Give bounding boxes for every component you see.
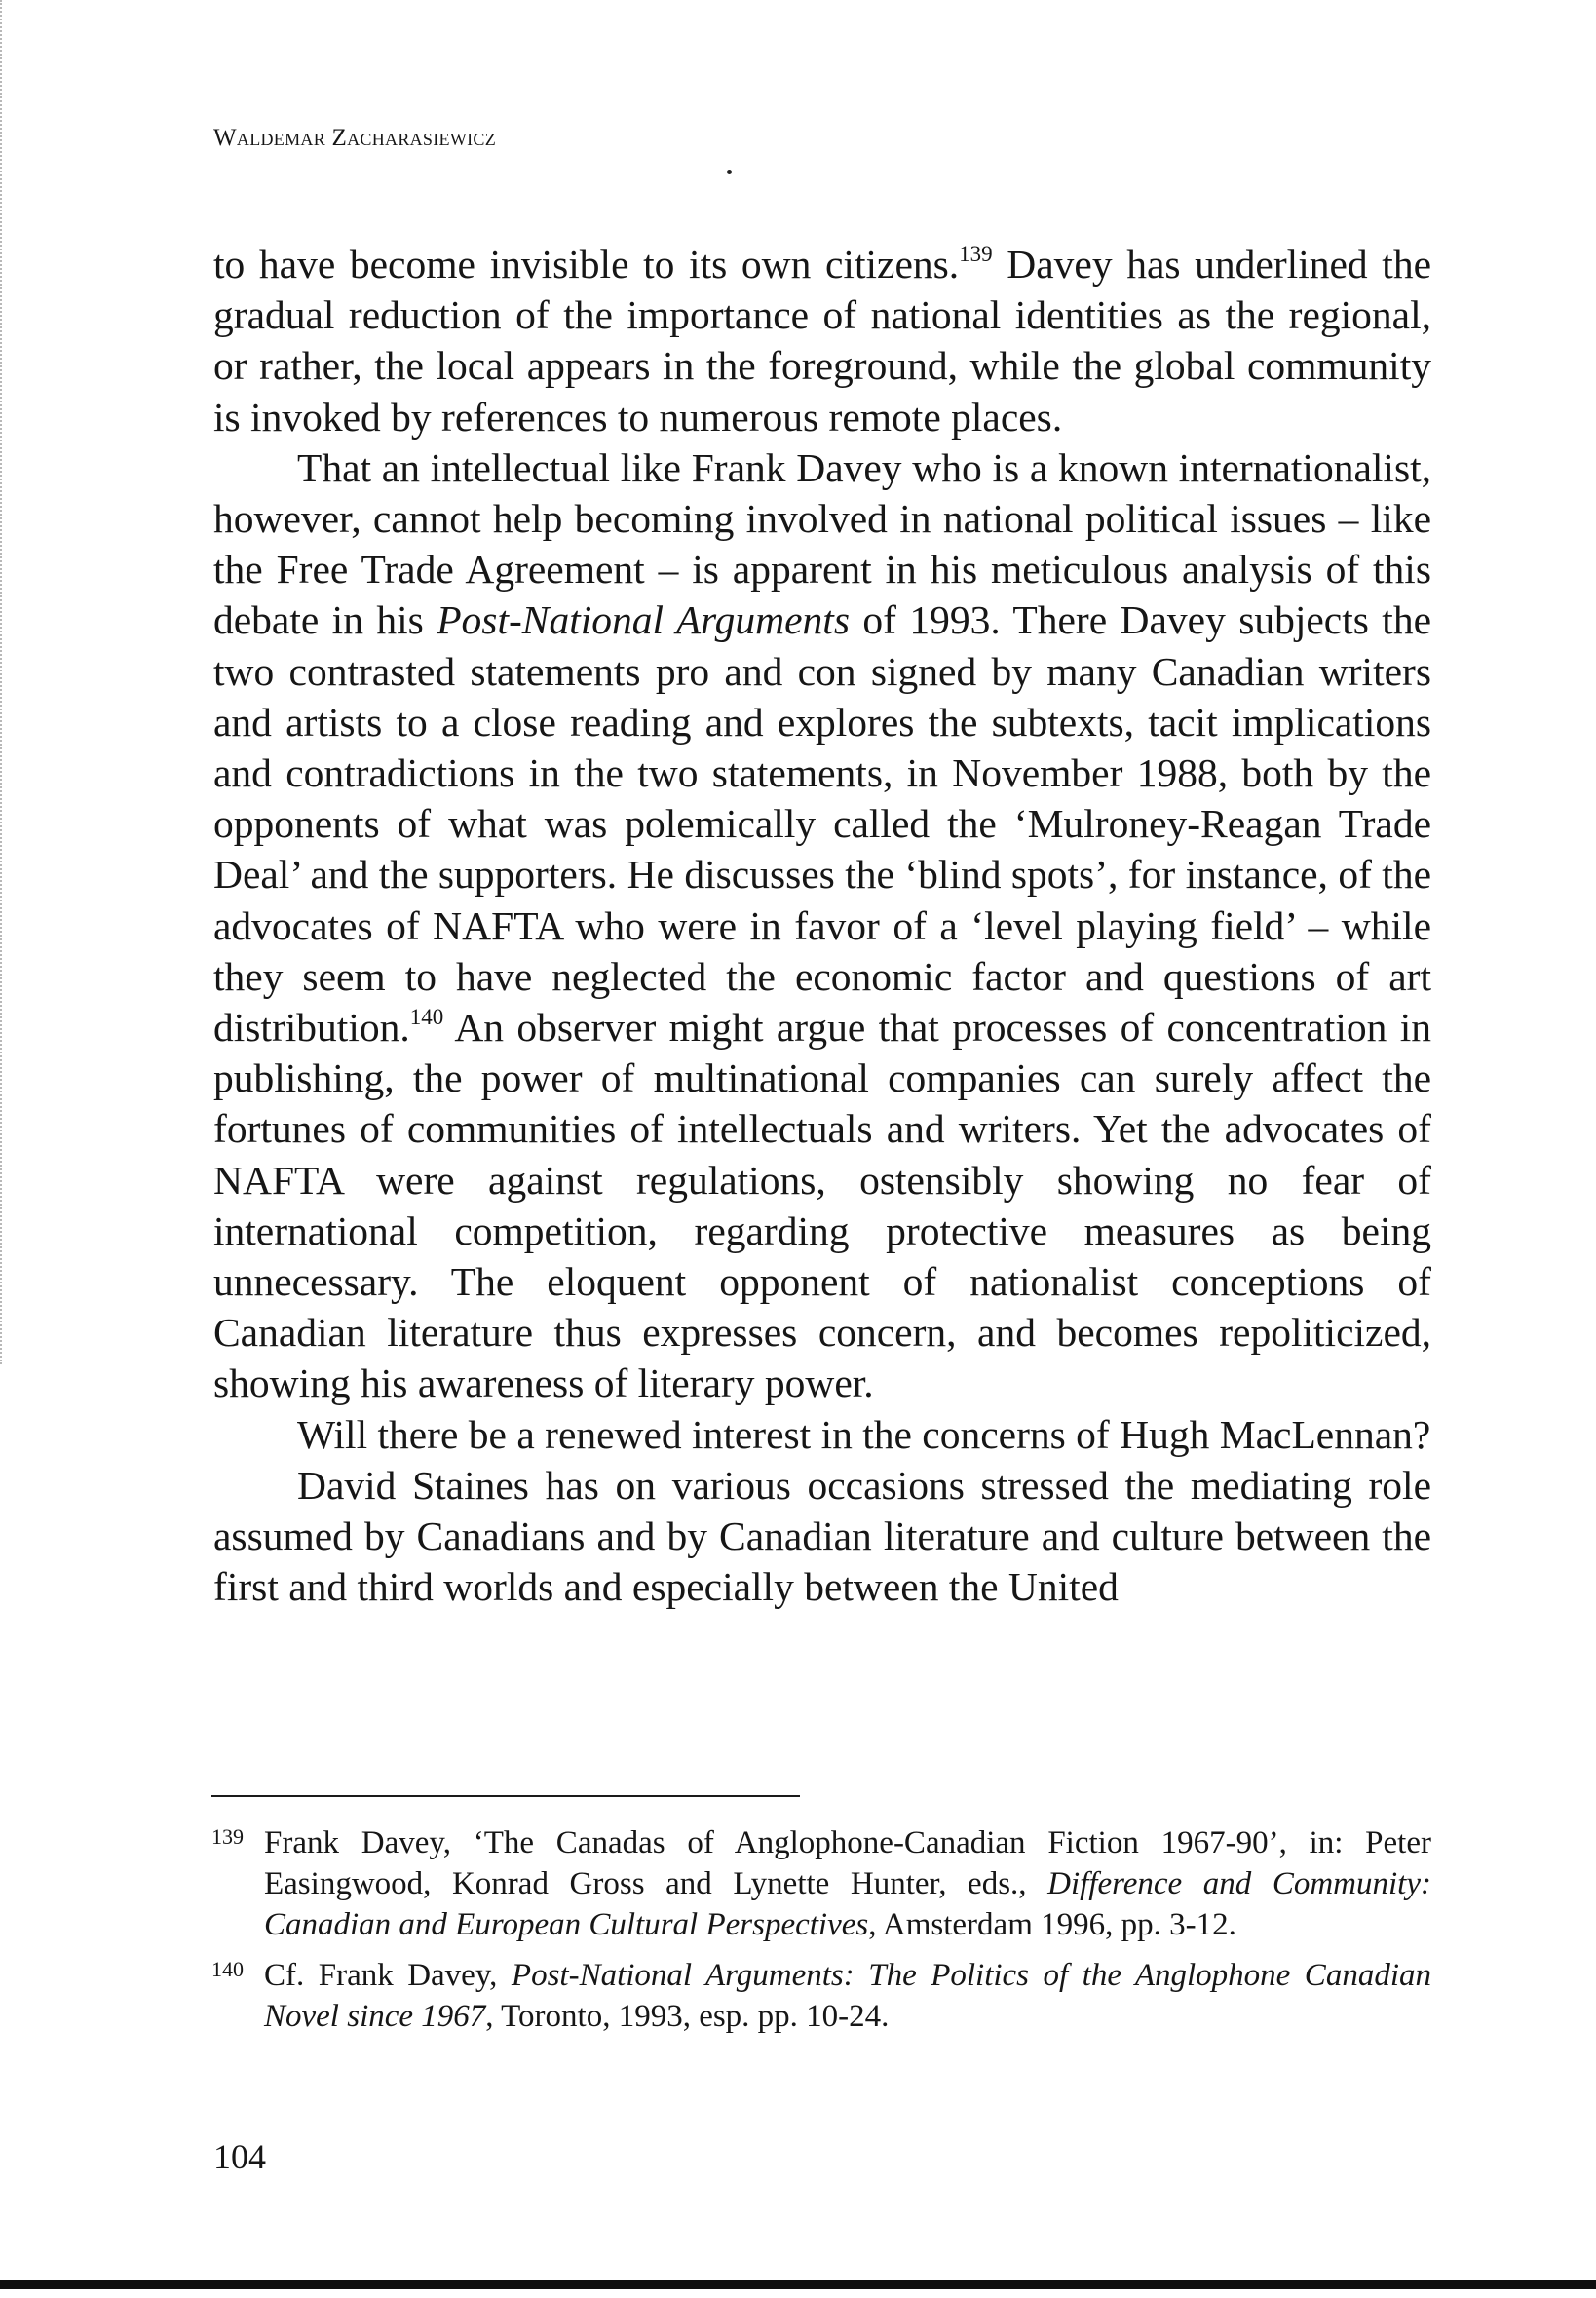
footnote-reference: 139 [959, 242, 993, 266]
text-run: Cf. Frank Davey, [264, 1958, 512, 1993]
italic-title: Post-National Arguments: The Politics of the Anglophone Canadian Novel since 1967 [264, 1958, 1431, 2034]
scan-bottom-edge [0, 2280, 1596, 2289]
text-run: , Amsterdam 1996, pp. 3-12. [868, 1907, 1236, 1942]
text-run: Davey has underlined the gradual reduction of the importance of national identities as the regional, or rather, the local appears in the foreground, while the global community is invoked by references to numerous remote places. [213, 242, 1431, 440]
scan-edge-artifact [0, 0, 5, 1364]
text-run: An observer might argue that processes of concentration in publishing, the power of multinational companies can surely affect the fortunes of communities of intellectuals and writers. Yet the advocates of NAFTA were against regulations, ostensibly showing no fear of international competition, regarding protective measures as being unnecessary. The eloquent opponent of nationalist conceptions of Canadian literature thus expresses concern, and becomes repoliticized, showing his awareness of literary power. [213, 1005, 1431, 1406]
scan-speck [727, 170, 732, 174]
text-run: Will there be a renewed interest in the concerns of Hugh MacLennan? [297, 1411, 1431, 1457]
paragraph [213, 1409, 1431, 1460]
footnotes [211, 1822, 1431, 2047]
text-run: Frank Davey, ‘The Canadas of Anglophone-Canadian Fiction 1967-90’, in: Peter Easingwood, Konrad Gross and Lynette Hunter, eds., [264, 1825, 1431, 1901]
footnote-text [264, 1825, 1431, 1942]
main-text [213, 239, 1431, 1612]
italic-title: Difference and Community: Canadian and European Cultural Perspectives [264, 1866, 1431, 1942]
footnote-number: 140 [211, 1957, 244, 1981]
paragraph [213, 1460, 1431, 1613]
text-run: to have become invisible to its own citizens. [213, 242, 960, 287]
footnote-number: 139 [211, 1824, 244, 1849]
italic-title: Post-National Arguments [437, 597, 850, 643]
footnote [211, 1822, 1431, 1945]
text-run: David Staines has on various occasions stressed the mediating role assumed by Canadians and by Canadian literature and culture between the first and third worlds and especially between the United [213, 1462, 1431, 1610]
running-head-author: Waldemar Zacharasiewicz [213, 125, 497, 151]
footnote-reference: 140 [409, 1005, 444, 1030]
paragraph [213, 239, 1431, 442]
footnote [211, 1955, 1431, 2037]
text-run: That an intellectual like Frank Davey who is a known internationalist, however, cannot help becoming involved in national political issues – like the Free Trade Agreement – is apparent in his meticulous analysis of this debate in his [213, 444, 1431, 643]
footnote-text [264, 1958, 1431, 2034]
text-run: of 1993. There Davey subjects the two contrasted statements pro and con signed by many Canadian writers and artists to a close reading and explores the subtexts, tacit implications and contradictions in the two statements, in November 1988, both by the opponents of what was polemically called the ‘Mulroney-Reagan Trade Deal’ and the supporters. He discusses the ‘blind spots’, for instance, of the advocates of NAFTA who were in favor of a ‘level playing field’ – while they seem to have neglected the economic factor and questions of art distribution. [213, 597, 1432, 1051]
page-number: 104 [213, 2137, 266, 2176]
paragraph [213, 442, 1431, 1409]
footnote-separator [211, 1795, 800, 1797]
text-run: , Toronto, 1993, esp. pp. 10-24. [485, 1999, 890, 2034]
